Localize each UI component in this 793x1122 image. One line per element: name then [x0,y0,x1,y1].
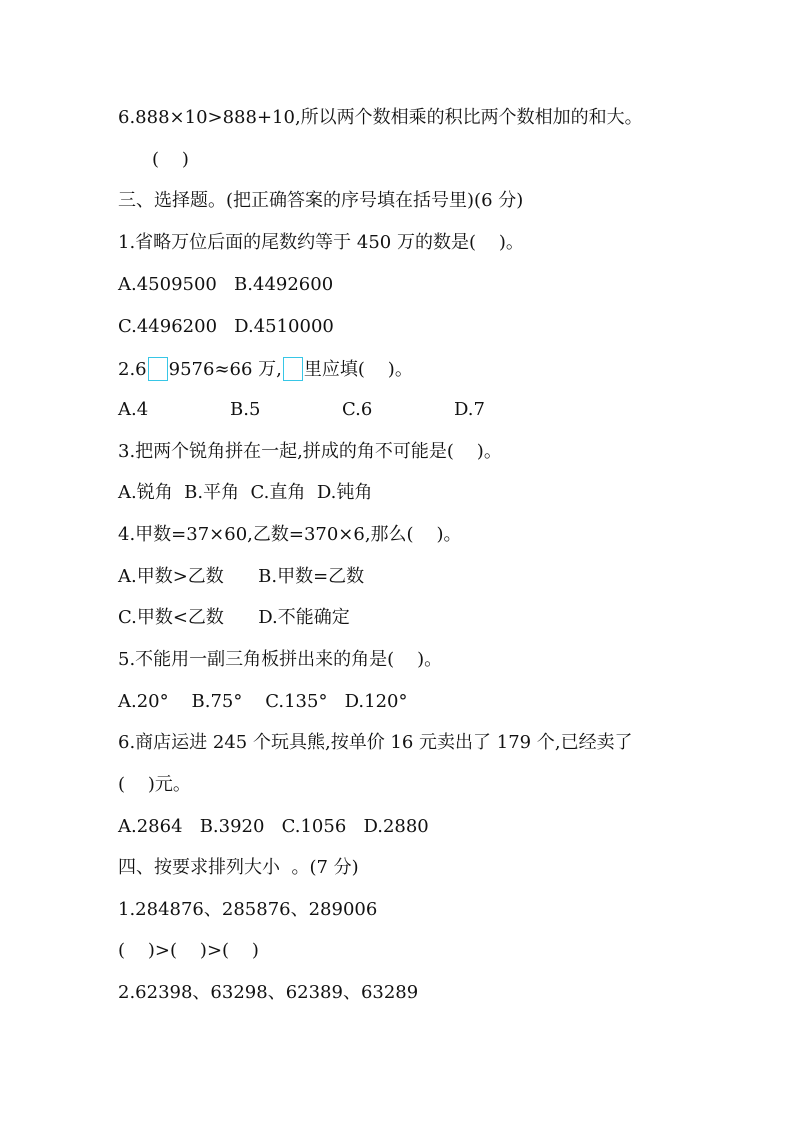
question-3-4: 4.甲数=37×60,乙数=370×6,那么( )。 [118,524,462,545]
options-3-2 [118,398,485,422]
options-3-4-cd: C.甲数<乙数 D.不能确定 [118,607,350,628]
options-3-5: A.20° B.75° C.135° D.120° [118,691,408,712]
question-3-2-part-c: 里应填( )。 [303,359,413,380]
options-3-4-ab: A.甲数>乙数 B.甲数=乙数 [118,566,365,587]
question-3-2-part-a: 2.6 [118,359,147,380]
question-3-2 [118,357,413,382]
option-b: B.5 [230,399,261,420]
digit-box [283,357,303,381]
options-3-3: A.锐角 B.平角 C.直角 D.钝角 [118,482,373,503]
section-3-title: 三、选择题。(把正确答案的序号填在括号里)(6 分) [118,190,524,211]
question-4-1: 1.284876、285876、289006 [118,899,378,920]
question-4-1-blanks: ( )>( )>( ) [118,940,259,961]
option-c: C.6 [342,399,373,420]
section-4-title: 四、按要求排列大小 。(7 分) [118,857,359,878]
question-3-5: 5.不能用一副三角板拼出来的角是( )。 [118,649,443,670]
options-3-6: A.2864 B.3920 C.1056 D.2880 [118,816,429,837]
options-3-1-ab: A.4509500 B.4492600 [118,274,334,295]
option-a: A.4 [118,399,149,420]
options-3-1-cd: C.4496200 D.4510000 [118,316,334,337]
answer-blank: ( ) [152,149,189,170]
question-3-2-part-b: 9576≈66 万, [168,359,282,380]
question-2-6: 6.888×10>888+10,所以两个数相乘的积比两个数相加的和大。 [118,107,643,128]
digit-box [148,357,168,381]
question-3-3: 3.把两个锐角拼在一起,拼成的角不可能是( )。 [118,441,502,462]
question-3-1: 1.省略万位后面的尾数约等于 450 万的数是( )。 [118,232,524,253]
option-d: D.7 [454,399,485,420]
question-3-6: 6.商店运进 245 个玩具熊,按单价 16 元卖出了 179 个,已经卖了 [118,732,633,753]
question-4-2: 2.62398、63298、62389、63289 [118,982,419,1003]
question-3-6-continued: ( )元。 [118,774,191,795]
